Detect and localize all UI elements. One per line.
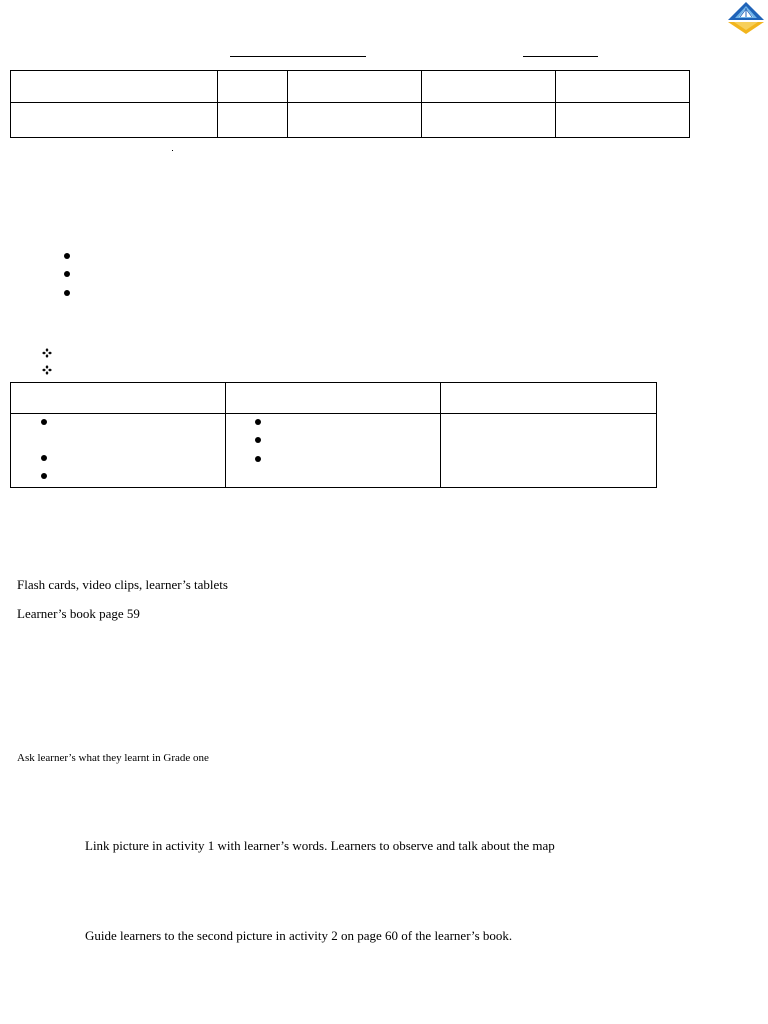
introduction-step: Ask learner’s what they learnt in Grade one (17, 752, 209, 764)
competency-bullet (255, 456, 261, 462)
header-blank-line-2 (523, 56, 598, 57)
info-cell (556, 71, 690, 103)
competency-header-cell (441, 383, 657, 414)
resources-reference: Learner’s book page 59 (17, 606, 140, 621)
info-cell (556, 103, 690, 138)
objective-bullet (64, 253, 70, 259)
info-cell (288, 103, 422, 138)
info-cell (11, 71, 218, 103)
competencies-table (10, 382, 657, 488)
header-blank-line-1 (230, 56, 366, 57)
competency-bullet (41, 455, 47, 461)
objective-bullet (64, 271, 70, 277)
competency-cell (441, 414, 657, 488)
info-cell (422, 71, 556, 103)
pyramid-logo-icon (724, 0, 768, 36)
competency-bullet (41, 419, 47, 425)
competency-bullet (41, 473, 47, 479)
diamond-bullet-icon (42, 365, 52, 375)
competency-header-cell (11, 383, 226, 414)
info-cell (218, 71, 288, 103)
lesson-info-table (10, 70, 690, 138)
info-cell (11, 103, 218, 138)
objective-bullet (64, 290, 70, 296)
info-cell (422, 103, 556, 138)
development-step-two: Guide learners to the second picture in activity 2 on page 60 of the learner’s book. (85, 928, 513, 943)
resources-materials: Flash cards, video clips, learner’s tablets (17, 577, 228, 592)
diamond-bullet-icon (42, 348, 52, 358)
stray-mark (172, 150, 173, 151)
info-cell (288, 71, 422, 103)
competency-header-cell (226, 383, 441, 414)
development-step-one: Link picture in activity 1 with learner’s words. Learners to observe and talk about the map (85, 838, 555, 853)
competency-bullet (255, 437, 261, 443)
info-cell (218, 103, 288, 138)
competency-bullet (255, 419, 261, 425)
